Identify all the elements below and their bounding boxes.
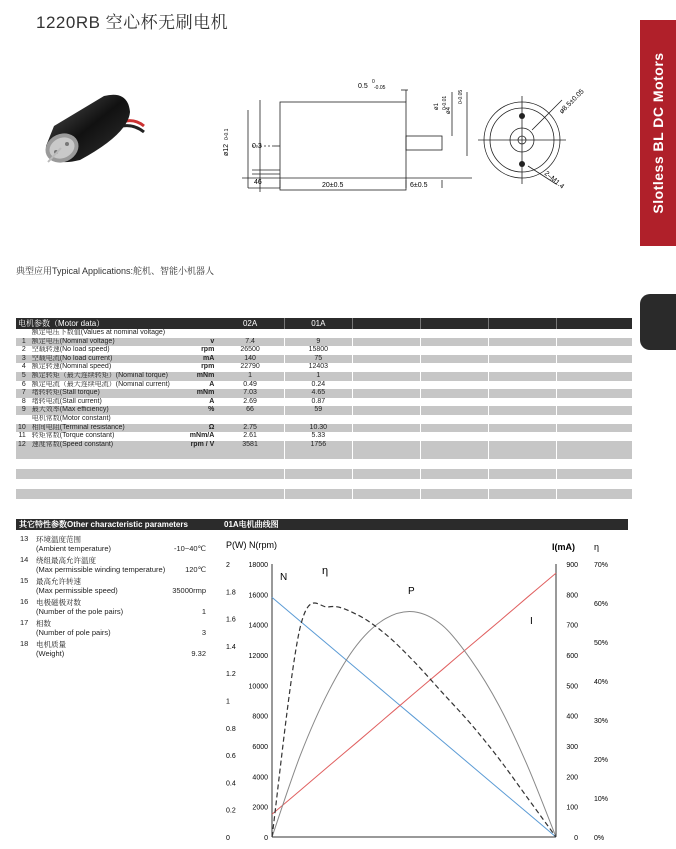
spec-row [16,329,632,338]
spec-value-02a: 26500 [216,346,284,355]
dim-0.5: 0.5 [358,83,368,90]
tick-current: 400 [566,713,578,721]
spec-no [16,329,30,338]
param-value: 120℃ [185,565,206,574]
spec-row [16,338,632,347]
spec-value-01a: 10.30 [284,424,352,433]
spec-name: 堵转电流(Stall current) [30,398,188,407]
spec-no: 6 [16,381,30,390]
spec-unit: rpm [188,346,217,355]
tick-eff: 50% [594,640,609,647]
spec-no: 1 [16,338,30,347]
spec-value-01a: 12403 [284,363,352,372]
spec-value-02a: 1 [216,372,284,381]
spec-value-01a: 4.65 [284,389,352,398]
tick-speed: 8000 [252,713,268,721]
spec-name: 额定转速(Nominal speed) [30,363,188,372]
tick-power: 0.4 [226,780,236,788]
spec-name: 速度常数(Speed constant) [30,441,188,450]
tick-speed: 2000 [252,804,268,812]
tick-speed: 4000 [252,774,268,782]
spec-value-01a: 5.33 [284,432,352,441]
tick-eff: 30% [594,718,609,725]
spec-name: 堵转转矩(Stall torque) [30,389,188,398]
spec-row [16,381,632,390]
param-label-en: (Ambient temperature) [36,544,112,553]
side-tab-dark [640,294,676,350]
tick-speed: 12000 [248,653,268,660]
spec-value-02a: 7.4 [216,338,284,347]
spec-name: 相间电阻(Terminal resistance) [30,424,188,433]
spec-no: 10 [16,424,30,433]
spec-name: 转矩常数(Torque constant) [30,432,188,441]
spec-row [16,406,632,415]
spec-no: 2 [16,346,30,355]
applications-line: 典型应用Typical Applications:舵机、智能小机器人 [16,266,215,276]
tick-power: 0.6 [226,753,236,761]
param-label-en: (Weight) [36,649,65,658]
spec-unit: mNm [188,389,217,398]
param-label-en: (Max permissible speed) [36,586,118,595]
spec-no: 7 [16,389,30,398]
tick-speed: 18000 [248,562,268,569]
axis-label-current: I(mA) [552,542,575,552]
tick-eff: 60% [594,601,609,608]
spec-unit [188,415,217,424]
spec-value-01a [284,329,352,338]
tick-current: 200 [566,774,578,782]
dim-phi8.5: ø8.5±0.05 [558,88,586,116]
spec-row [16,346,632,355]
spec-unit: A [188,381,217,390]
tick-current: 500 [566,683,578,691]
axis-label-eta: η [594,542,600,552]
spec-unit: rpm [188,363,217,372]
param-value: 9.32 [191,649,206,658]
spec-header-01a: 01A [284,318,352,329]
spec-unit [188,329,217,338]
spec-value-02a: 2.69 [216,398,284,407]
spec-row [16,355,632,364]
tick-current: 800 [566,592,578,600]
spec-row [16,372,632,381]
tick-power: 1.6 [226,616,236,624]
tick-power: 0 [226,835,230,842]
spec-unit: mNm [188,372,217,381]
spec-no: 3 [16,355,30,364]
tick-current: 0 [574,835,578,842]
spec-unit: A [188,398,217,407]
motor-curve-chart [212,534,612,844]
spec-value-01a: 1 [284,372,352,381]
tick-power: 0.8 [226,725,236,733]
param-no: 13 [20,534,29,543]
spec-name: 额定电压(Nominal voltage) [30,338,188,347]
spec-value-01a [284,415,352,424]
param-label-cn: 环境温度范围 [36,535,81,544]
tick-speed: 10000 [248,683,268,691]
spec-value-02a [216,415,284,424]
spec-value-02a: 2.75 [216,424,284,433]
tick-power: 0.2 [226,807,236,815]
dim-0.5-tol2: -0.05 [374,85,386,91]
spec-no: 8 [16,398,30,407]
spec-unit: Ω [188,424,217,433]
spec-table [16,318,632,499]
spec-row [16,441,632,450]
dim-phi4-tol: 0-0.05 [458,89,464,104]
page-title: 1220RB 空心杯无刷电机 [36,13,229,32]
dim-0.3: 0.3 [252,143,262,150]
dim-46: 46 [254,179,262,186]
spec-no: 12 [16,441,30,450]
param-value: 3 [201,628,206,637]
param-label-en: (Number of the pole pairs) [36,607,124,616]
dim-phi12: ø12 [223,143,230,156]
tick-current: 900 [566,562,578,569]
tick-speed: 0 [264,835,268,842]
spec-value-01a: 0.87 [284,398,352,407]
param-no: 15 [20,576,29,585]
dim-phi1: ø1 [434,102,440,110]
dim-m1.4: 2–M1.4 [542,170,566,191]
label-P: P [408,586,415,597]
curve-section-title: 01A电机曲线图 [224,520,279,529]
tick-power: 1.4 [226,643,236,651]
axis-label-left: P(W) N(rpm) [226,540,277,550]
spec-value-01a: 0.24 [284,381,352,390]
series-line-P [272,612,556,837]
param-label-en: (Number of pole pairs) [36,628,111,637]
param-no: 17 [20,618,29,627]
spec-unit: mNm/A [189,432,215,440]
dimension-drawing [212,70,632,200]
param-label-cn: 绕组最高允许温度 [36,556,96,565]
tick-current: 700 [566,622,578,630]
param-value: -10~40℃ [174,544,206,553]
spec-no: 9 [16,406,30,415]
spec-unit: mA [188,355,217,364]
tick-power: 1 [226,698,230,706]
side-label-tab [640,20,676,246]
tick-speed: 6000 [252,744,268,751]
spec-unit: % [188,406,217,415]
spec-value-02a: 0.49 [216,381,284,390]
spec-value-02a: 140 [216,355,284,364]
spec-value-01a: 9 [284,338,352,347]
spec-no: 5 [16,372,30,381]
spec-name: 额定电压下数值(Values at nominal voltage) [30,329,188,338]
param-value: 1 [201,607,206,616]
spec-name: 电机常数(Motor constant) [30,415,188,424]
param-label-cn: 电极磁极对数 [36,598,81,607]
spec-name: 空载电流(No load current) [30,355,188,364]
tick-current: 300 [566,744,578,751]
tick-power: 2 [226,562,230,569]
spec-value-02a: 3581 [216,441,284,450]
spec-value-02a: 22790 [216,363,284,372]
dim-phi12-tol: 0-0.1 [224,128,230,140]
spec-name: 最大效率(Max efficiency) [30,406,188,415]
spec-no [16,415,30,424]
param-label-cn: 最高允许转速 [36,577,81,586]
tick-eff: 0% [594,835,605,842]
param-label-cn: 电机质量 [36,640,66,649]
tick-eff: 40% [594,679,609,686]
spec-value-02a: 66 [216,406,284,415]
other-section-title: 其它特性参数Other characteristic parameters [19,520,188,529]
spec-unit: v [188,338,217,347]
spec-value-01a: 59 [284,406,352,415]
dim-20: 20±0.5 [322,182,344,189]
spec-unit: rpm / V [188,441,217,450]
dim-phi1-tol: 0-0.01 [442,95,448,110]
tick-eff: 70% [594,562,609,569]
spec-row [16,415,632,424]
label-N: N [280,572,288,583]
spec-value-02a: 2.61 [216,432,284,441]
spec-no: 4 [16,363,30,372]
spec-name: 空载转速(No load speed) [30,346,188,355]
tick-power: 1.2 [226,671,236,679]
spec-header-title: 电机参数（Motor data） [16,318,216,329]
spec-value-01a: 15800 [284,346,352,355]
motor-photo [34,82,154,182]
series-line-N [272,597,556,837]
param-label-cn: 相数 [36,619,51,628]
dim-0.5-tol: 0 [372,79,375,85]
spec-name: 额定电流（最大连续电流）(Nominal current) [30,381,188,390]
param-value: 35000rmp [172,586,206,595]
param-no: 18 [20,639,29,648]
spec-header-02a: 02A [216,318,284,329]
tick-current: 100 [566,804,578,812]
other-section-bar [16,519,628,530]
tick-eff: 20% [594,757,609,764]
tick-speed: 14000 [248,622,268,630]
spec-row [16,363,632,372]
label-eta: η [322,565,329,577]
dim-6: 6±0.5 [410,182,428,189]
param-label-en: (Max permissible winding temperature) [36,565,166,574]
tick-current: 600 [566,653,578,660]
dim-phi4: ø4 [446,106,452,114]
tick-power: 1.8 [226,589,236,597]
spec-row [16,398,632,407]
spec-row [16,432,632,441]
tick-speed: 16000 [248,592,268,600]
spec-value-02a [216,329,284,338]
label-I: I [530,616,533,627]
spec-value-01a: 75 [284,355,352,364]
side-label: Slotless BL DC Motors [650,52,666,214]
param-no: 16 [20,597,29,606]
spec-row [16,389,632,398]
spec-no: 11 [16,432,30,441]
param-no: 14 [20,555,29,564]
spec-value-02a: 7.03 [216,389,284,398]
spec-row [16,424,632,433]
spec-name: 额定转矩（最大连续转矩）(Nominal torque) [30,372,188,381]
spec-value-01a: 1756 [284,441,352,450]
tick-eff: 10% [594,796,609,803]
